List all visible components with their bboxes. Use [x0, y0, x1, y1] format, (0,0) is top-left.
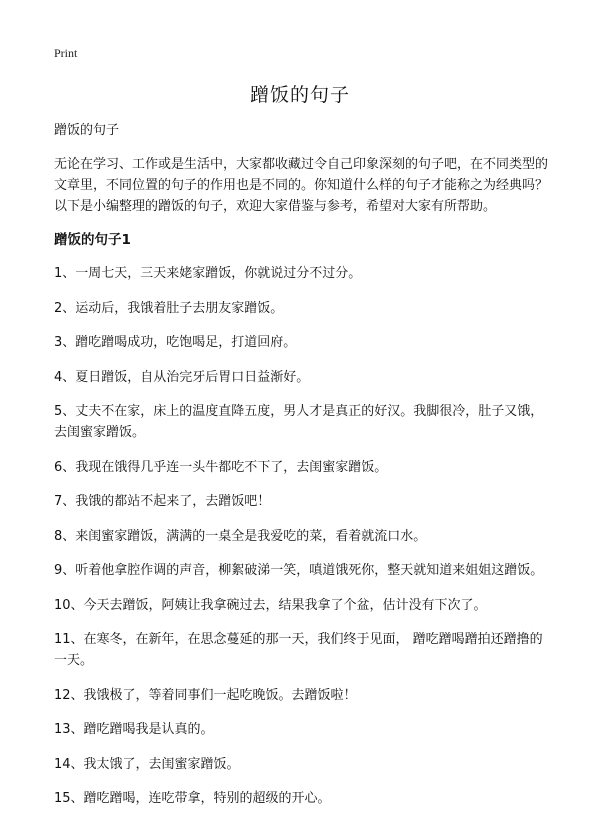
list-item: 11、在寒冬，在新年，在思念蔓延的那一天，我们终于见面， 蹭吃蹭喝蹭拍还蹭撸的一天。	[54, 632, 543, 668]
list-item: 5、丈夫不在家，床上的温度直降五度，男人才是真正的好汉。我脚很冷，肚子又饿，去闺蜜家蹭饭。	[54, 404, 544, 440]
list-item: 9、听着他拿腔作调的声音，柳絮破涕一笑，嗔道饿死你，整天就知道来姐姐这蹭饭。	[54, 563, 544, 578]
print-label: Print	[54, 46, 78, 60]
list-item: 13、蹭吃蹭喝我是认真的。	[54, 722, 214, 737]
list-item: 2、运动后，我饿着肚子去朋友家蹭饭。	[54, 300, 284, 316]
document-subtitle: 蹭饭的句子	[54, 123, 120, 138]
list-item: 14、我太饿了，去闺蜜家蹭饭。	[54, 756, 240, 772]
document-title: 蹭饭的句子	[249, 84, 350, 106]
sentence-list	[54, 263, 552, 809]
list-item: 3、蹭吃蹭喝成功，吃饱喝足，打道回府。	[54, 335, 297, 350]
document-body	[54, 120, 552, 823]
list-item: 8、来闺蜜家蹭饭，满满的一桌全是我爱吃的菜，看着就流口水。	[54, 528, 427, 544]
list-item: 12、我饿极了，等着同事们一起吃晚饭。去蹭饭啦！	[54, 687, 357, 703]
section-heading: 蹭饭的句子1	[54, 232, 131, 248]
list-item: 7、我饿的都站不起来了，去蹭饭吧！	[54, 494, 271, 509]
list-item: 4、夏日蹭饭，自从治完牙后胃口日益渐好。	[54, 369, 310, 385]
list-item: 10、今天去蹭饭，阿姨让我拿碗过去，结果我拿了个盆，估计没有下次了。	[54, 597, 487, 613]
intro-paragraph: 无论在学习、工作或是生活中，大家都收藏过令自己印象深刻的句子吧，在不同类型的文章里，不同位置的句子的作用也是不同的。你知道什么样的句子才能称之为经典吗？以下是小编整理的蹭饭的句子，欢迎大家借鉴与参考，希望对大家有所帮助。	[54, 157, 549, 214]
list-item: 6、我现在饿得几乎连一头牛都吃不下了，去闺蜜家蹭饭。	[54, 459, 388, 475]
list-item: 1、一周七天，三天来姥家蹭饭，你就说过分不过分。	[54, 266, 362, 281]
list-item: 15、蹭吃蹭喝，连吃带拿，特别的超级的开心。	[54, 791, 331, 806]
